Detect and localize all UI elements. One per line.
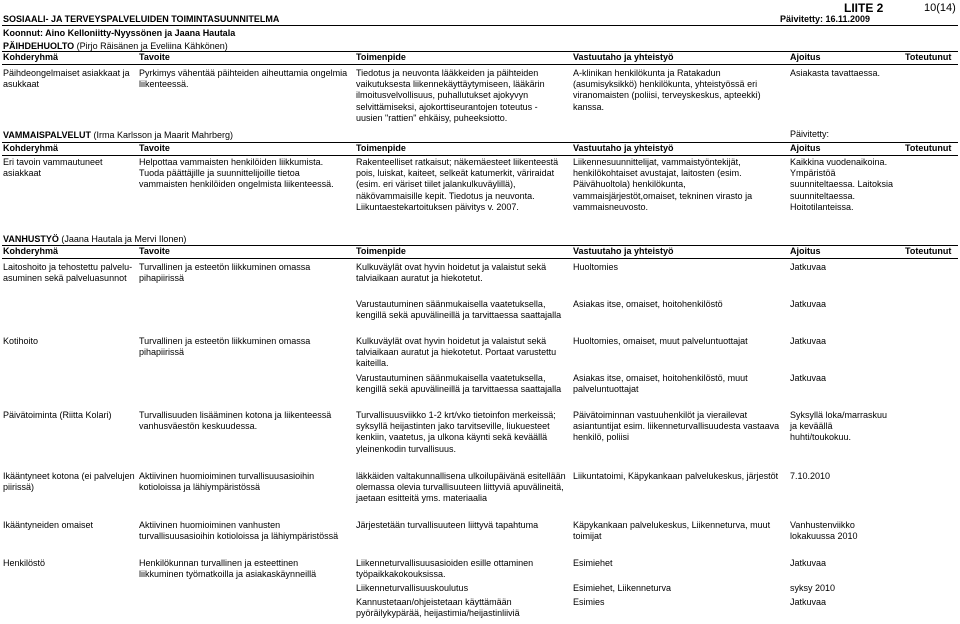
cell-toimenpide: näkövammaisille kepit. Tiedotus ja neuvonta.: [356, 190, 535, 201]
rule-line: [2, 64, 958, 65]
cell-tavoite: vanhusväestön keskuudessa.: [139, 421, 258, 432]
cell-kohderyhma: Ikääntyneiden omaiset: [3, 520, 94, 530]
column-header-toteutunut: Toteutunut: [905, 52, 952, 62]
cell-tavoite: Henkilökunnan turvallinen ja esteettinen: [139, 558, 299, 568]
cell-kohderyhma: asiakkaat: [3, 168, 42, 179]
cell-vastuutaho: Liikennesuunnittelijat, vammaistyöntekijät,: [573, 157, 741, 167]
column-header-ajoitus: Ajoitus: [790, 52, 821, 62]
cell-ajoitus: 7.10.2010: [790, 471, 831, 481]
cell-toimenpide: ilmoitusvelvollisuus, puhallutukset ajokyvyn: [356, 90, 529, 101]
cell-vastuutaho: Asiakas itse, omaiset, hoitohenkilöstö, muut: [573, 373, 748, 383]
cell-toimenpide: uusien "rattien" ehkäisy, puheeksiotto.: [356, 112, 508, 123]
section-title-rest: (Pirjo Räisänen ja Eveliina Kähkönen): [74, 41, 228, 51]
cell-vastuutaho: vammaisneuvosto.: [573, 201, 649, 212]
cell-ajoitus: ja keväällä: [790, 421, 833, 432]
cell-ajoitus: Jatkuvaa: [790, 299, 827, 309]
cell-tavoite: Tuoda päättäjille ja suunnittelijoille tietoa: [139, 168, 300, 179]
cell-toimenpide: kenkiin, vaatetus, ja ulkona käynti sekä keväällä: [356, 432, 548, 443]
cell-vastuutaho: Huoltomies: [573, 262, 619, 272]
cell-vastuutaho: Esimiehet: [573, 558, 613, 568]
rule-line: [2, 155, 958, 156]
cell-vastuutaho: palveluntuottajat: [573, 384, 639, 395]
cell-vastuutaho: Päivähuoltola) henkilökunta,: [573, 179, 686, 190]
section-title-bold: VAMMAISPALVELUT: [3, 130, 91, 140]
cell-ajoitus: suunniteltaessa. Laitoksia: [790, 179, 894, 190]
cell-toimenpide: selvittämiseksi, ajokorttiseurantojen toteutus -: [356, 101, 538, 112]
document-updated: Päivitetty: 16.11.2009: [780, 14, 871, 24]
cell-tavoite: liikkuminen työmatkoilla ja asiakaskäynneillä: [139, 569, 317, 580]
cell-ajoitus: Vanhustenviikko: [790, 520, 855, 530]
cell-vastuutaho: Käpykankaan palvelukeskus, Liikenneturva, muut: [573, 520, 771, 530]
cell-kohderyhma: asukkaat: [3, 79, 40, 90]
cell-toimenpide: Kannustetaan/ohjeistetaan käyttämään: [356, 597, 512, 607]
cell-toimenpide: Kulkuväylät ovat hyvin hoidetut ja valaistut sekä: [356, 336, 547, 346]
cell-ajoitus: suunniteltaessa.: [790, 190, 856, 201]
cell-vastuutaho: asiantuntijat esim. liikenneturvallisuudesta vastaava: [573, 421, 780, 432]
cell-toimenpide: Turvallisuusviikko 1-2 krt/vko tietoinfon merkeissä;: [356, 410, 556, 420]
column-header-toteutunut: Toteutunut: [905, 143, 952, 153]
column-header-ajoitus: Ajoitus: [790, 246, 821, 256]
cell-kohderyhma: piirissä): [3, 482, 35, 493]
cell-vastuutaho: Esimiehet, Liikenneturva: [573, 583, 672, 593]
cell-toimenpide: Järjestetään turvallisuuteen liittyvä tapahtuma: [356, 520, 539, 530]
cell-ajoitus: syksy 2010: [790, 583, 836, 593]
cell-toimenpide: kengillä sekä apuvälineillä ja tarvittaessa saattajalla: [356, 310, 562, 321]
cell-kohderyhma: asuminen sekä palveluasunnot: [3, 273, 127, 284]
cell-vastuutaho: vammaisjärjestöt,omaiset, tekninen virasto ja: [573, 190, 753, 201]
cell-vastuutaho: henkilö, poliisi: [573, 432, 630, 443]
cell-ajoitus: Syksyllä loka/marraskuu: [790, 410, 888, 420]
cell-tavoite: Turvallinen ja esteetön liikkuminen omassa: [139, 336, 311, 346]
column-header-tavoite: Tavoite: [139, 143, 170, 153]
cell-ajoitus: Jatkuvaa: [790, 262, 827, 272]
cell-toimenpide: syksyllä heijastinten jako tarvitseville, liukuesteet: [356, 421, 550, 432]
cell-tavoite: pihapiirissä: [139, 347, 185, 358]
column-header-kohderyhma: Kohderyhmä: [3, 246, 59, 256]
cell-tavoite: kotioloissa ja lähiympäristössä: [139, 482, 261, 493]
column-header-ajoitus: Ajoitus: [790, 143, 821, 153]
column-header-toteutunut: Toteutunut: [905, 246, 952, 256]
cell-toimenpide: pyöräilykypärää, heijastimia/heijastinliiviä: [356, 608, 520, 619]
cell-toimenpide: Liikenneturvallisuusasioiden esille ottaminen: [356, 558, 534, 568]
cell-tavoite: vammaisten henkilöiden ongelmista liikenteessä.: [139, 179, 334, 190]
column-header-tavoite: Tavoite: [139, 52, 170, 62]
cell-vastuutaho: Liikuntatoimi, Käpykankaan palvelukeskus, järjestöt: [573, 471, 779, 481]
cell-tavoite: Turvallisuuden lisääminen kotona ja liikenteessä: [139, 410, 332, 420]
cell-tavoite: Pyrkimys vähentää päihteiden aiheuttamia ongelmia: [139, 68, 348, 78]
cell-toimenpide: vaikutuksesta liikennekäyttäytymiseen, lääkärin: [356, 79, 545, 90]
cell-tavoite: turvallisuusasioihin kotioloissa ja lähiympäristössä: [139, 531, 339, 542]
cell-ajoitus: Jatkuvaa: [790, 373, 827, 383]
section-title: [3, 233, 186, 245]
cell-toimenpide: talviaikaan auratut ja hiekotetut. Portaat varustettu: [356, 347, 557, 358]
cell-vastuutaho: toimijat: [573, 531, 602, 542]
cell-kohderyhma: Päivätoiminta (Riitta Kolari): [3, 410, 112, 420]
cell-vastuutaho: (asumisyksikkö) henkilökunta, yhteistyössä eri: [573, 79, 758, 90]
liite-label: LIITE 2: [844, 1, 884, 15]
column-header-toimenpide: Toimenpide: [356, 246, 406, 256]
cell-tavoite: Aktiivinen huomioiminen turvallisuusasioihin: [139, 471, 315, 481]
page-number: 10(14): [924, 2, 956, 14]
cell-ajoitus: huhti/toukokuu.: [790, 432, 852, 443]
column-header-vastuutaho: Vastuutaho ja yhteistyö: [573, 52, 674, 62]
cell-vastuutaho: Esimies: [573, 597, 605, 607]
cell-toimenpide: kengillä sekä apuvälineillä ja tarvittaessa saattajalla: [356, 384, 562, 395]
cell-ajoitus: Jatkuvaa: [790, 336, 827, 346]
column-header-vastuutaho: Vastuutaho ja yhteistyö: [573, 143, 674, 153]
cell-ajoitus: Asiakasta tavattaessa.: [790, 68, 881, 78]
cell-toimenpide: talviaikaan auratut ja hiekotetut.: [356, 273, 483, 284]
cell-toimenpide: työpaikkakokouksissa.: [356, 569, 446, 580]
cell-toimenpide: (esim. eri väriset tiilet jalankulkuväylillä),: [356, 179, 516, 190]
cell-kohderyhma: Eri tavoin vammautuneet: [3, 157, 103, 167]
cell-vastuutaho: Huoltomies, omaiset, muut palveluntuottajat: [573, 336, 748, 346]
cell-toimenpide: yleinenkodin turvallisuus.: [356, 443, 457, 454]
cell-vastuutaho: Asiakas itse, omaiset, hoitohenkilöstö: [573, 299, 723, 309]
document-authors: Koonnut: Aino Kelloniitty-Nyyssönen ja Jaana Hautala: [3, 28, 236, 38]
cell-vastuutaho: Päivätoiminnan vastuuhenkilöt ja vierailevat: [573, 410, 748, 420]
cell-tavoite: Turvallinen ja esteetön liikkuminen omassa: [139, 262, 311, 272]
cell-toimenpide: jaetaan esitteitä yms. materiaalia: [356, 493, 488, 504]
cell-toimenpide: Varustautuminen säänmukaisella vaatetuksella,: [356, 373, 546, 383]
cell-vastuutaho: henkilökohtaiset avustajat, laitosten (esim.: [573, 168, 742, 179]
document-title: SOSIAALI- JA TERVEYSPALVELUIDEN TOIMINTASUUNNITELMA: [3, 14, 280, 24]
cell-kohderyhma: Ikääntyneet kotona (ei palvelujen: [3, 471, 135, 481]
cell-tavoite: liikenteessä.: [139, 79, 189, 90]
cell-toimenpide: pois, luiskat, kaiteet, selkeät katumerkit, väriraidat: [356, 168, 555, 179]
column-header-kohderyhma: Kohderyhmä: [3, 143, 59, 153]
cell-toimenpide: Rakenteelliset ratkaisut; näkemäesteet liikenteestä: [356, 157, 559, 167]
cell-ajoitus: Jatkuvaa: [790, 597, 827, 607]
section-title-rest: (Jaana Hautala ja Mervi Ilonen): [58, 234, 187, 244]
section-title-bold: VANHUSTYÖ: [3, 234, 59, 244]
cell-kohderyhma: Päihdeongelmaiset asiakkaat ja: [3, 68, 130, 78]
cell-toimenpide: läkkäiden valtakunnallisena ulkoilupäivänä esitellään: [356, 471, 566, 481]
cell-vastuutaho: A-klinikan henkilökunta ja Ratakadun: [573, 68, 721, 78]
cell-tavoite: Helpottaa vammaisten henkilöiden liikkumista.: [139, 157, 324, 167]
cell-ajoitus: Jatkuvaa: [790, 558, 827, 568]
cell-toimenpide: Liikuntaestekartoituksen päivitys v. 2007.: [356, 201, 519, 212]
cell-vastuutaho: kanssa.: [573, 101, 605, 112]
cell-kohderyhma: Laitoshoito ja tehostettu palvelu-: [3, 262, 133, 272]
cell-vastuutaho: viranomaisten (poliisi, terveyskeskus, apteekki): [573, 90, 761, 101]
cell-toimenpide: kaiteilla.: [356, 358, 389, 369]
section-title-bold: PÄIHDEHUOLTO: [3, 41, 75, 51]
cell-ajoitus: Kaikkina vuodenaikoina.: [790, 157, 888, 167]
cell-kohderyhma: Kotihoito: [3, 336, 39, 346]
cell-toimenpide: Varustautuminen säänmukaisella vaatetuksella,: [356, 299, 546, 309]
column-header-toimenpide: Toimenpide: [356, 143, 406, 153]
cell-toimenpide: Kulkuväylät ovat hyvin hoidetut ja valaistut sekä: [356, 262, 547, 272]
cell-tavoite: pihapiirissä: [139, 273, 185, 284]
cell-toimenpide: Tiedotus ja neuvonta lääkkeiden ja päihteiden: [356, 68, 539, 78]
column-header-vastuutaho: Vastuutaho ja yhteistyö: [573, 246, 674, 256]
rule-line: [2, 258, 958, 259]
cell-ajoitus: Hoitotilanteissa.: [790, 201, 854, 212]
cell-toimenpide: olemassa olevia turvallisuuteen liittyviä apuvälineitä,: [356, 482, 564, 493]
column-header-kohderyhma: Kohderyhmä: [3, 52, 59, 62]
section-updated: Päivitetty:: [790, 129, 830, 139]
cell-kohderyhma: Henkilöstö: [3, 558, 46, 568]
section-title-rest: (Irma Karlsson ja Maarit Mahrberg): [91, 130, 234, 140]
cell-tavoite: Aktiivinen huomioiminen vanhusten: [139, 520, 281, 530]
section-title: [3, 129, 233, 141]
cell-ajoitus: Ympäristöä: [790, 168, 836, 179]
column-header-tavoite: Tavoite: [139, 246, 170, 256]
column-header-toimenpide: Toimenpide: [356, 52, 406, 62]
cell-ajoitus: lokakuussa 2010: [790, 531, 858, 542]
cell-toimenpide: Liikenneturvallisuuskoulutus: [356, 583, 469, 593]
